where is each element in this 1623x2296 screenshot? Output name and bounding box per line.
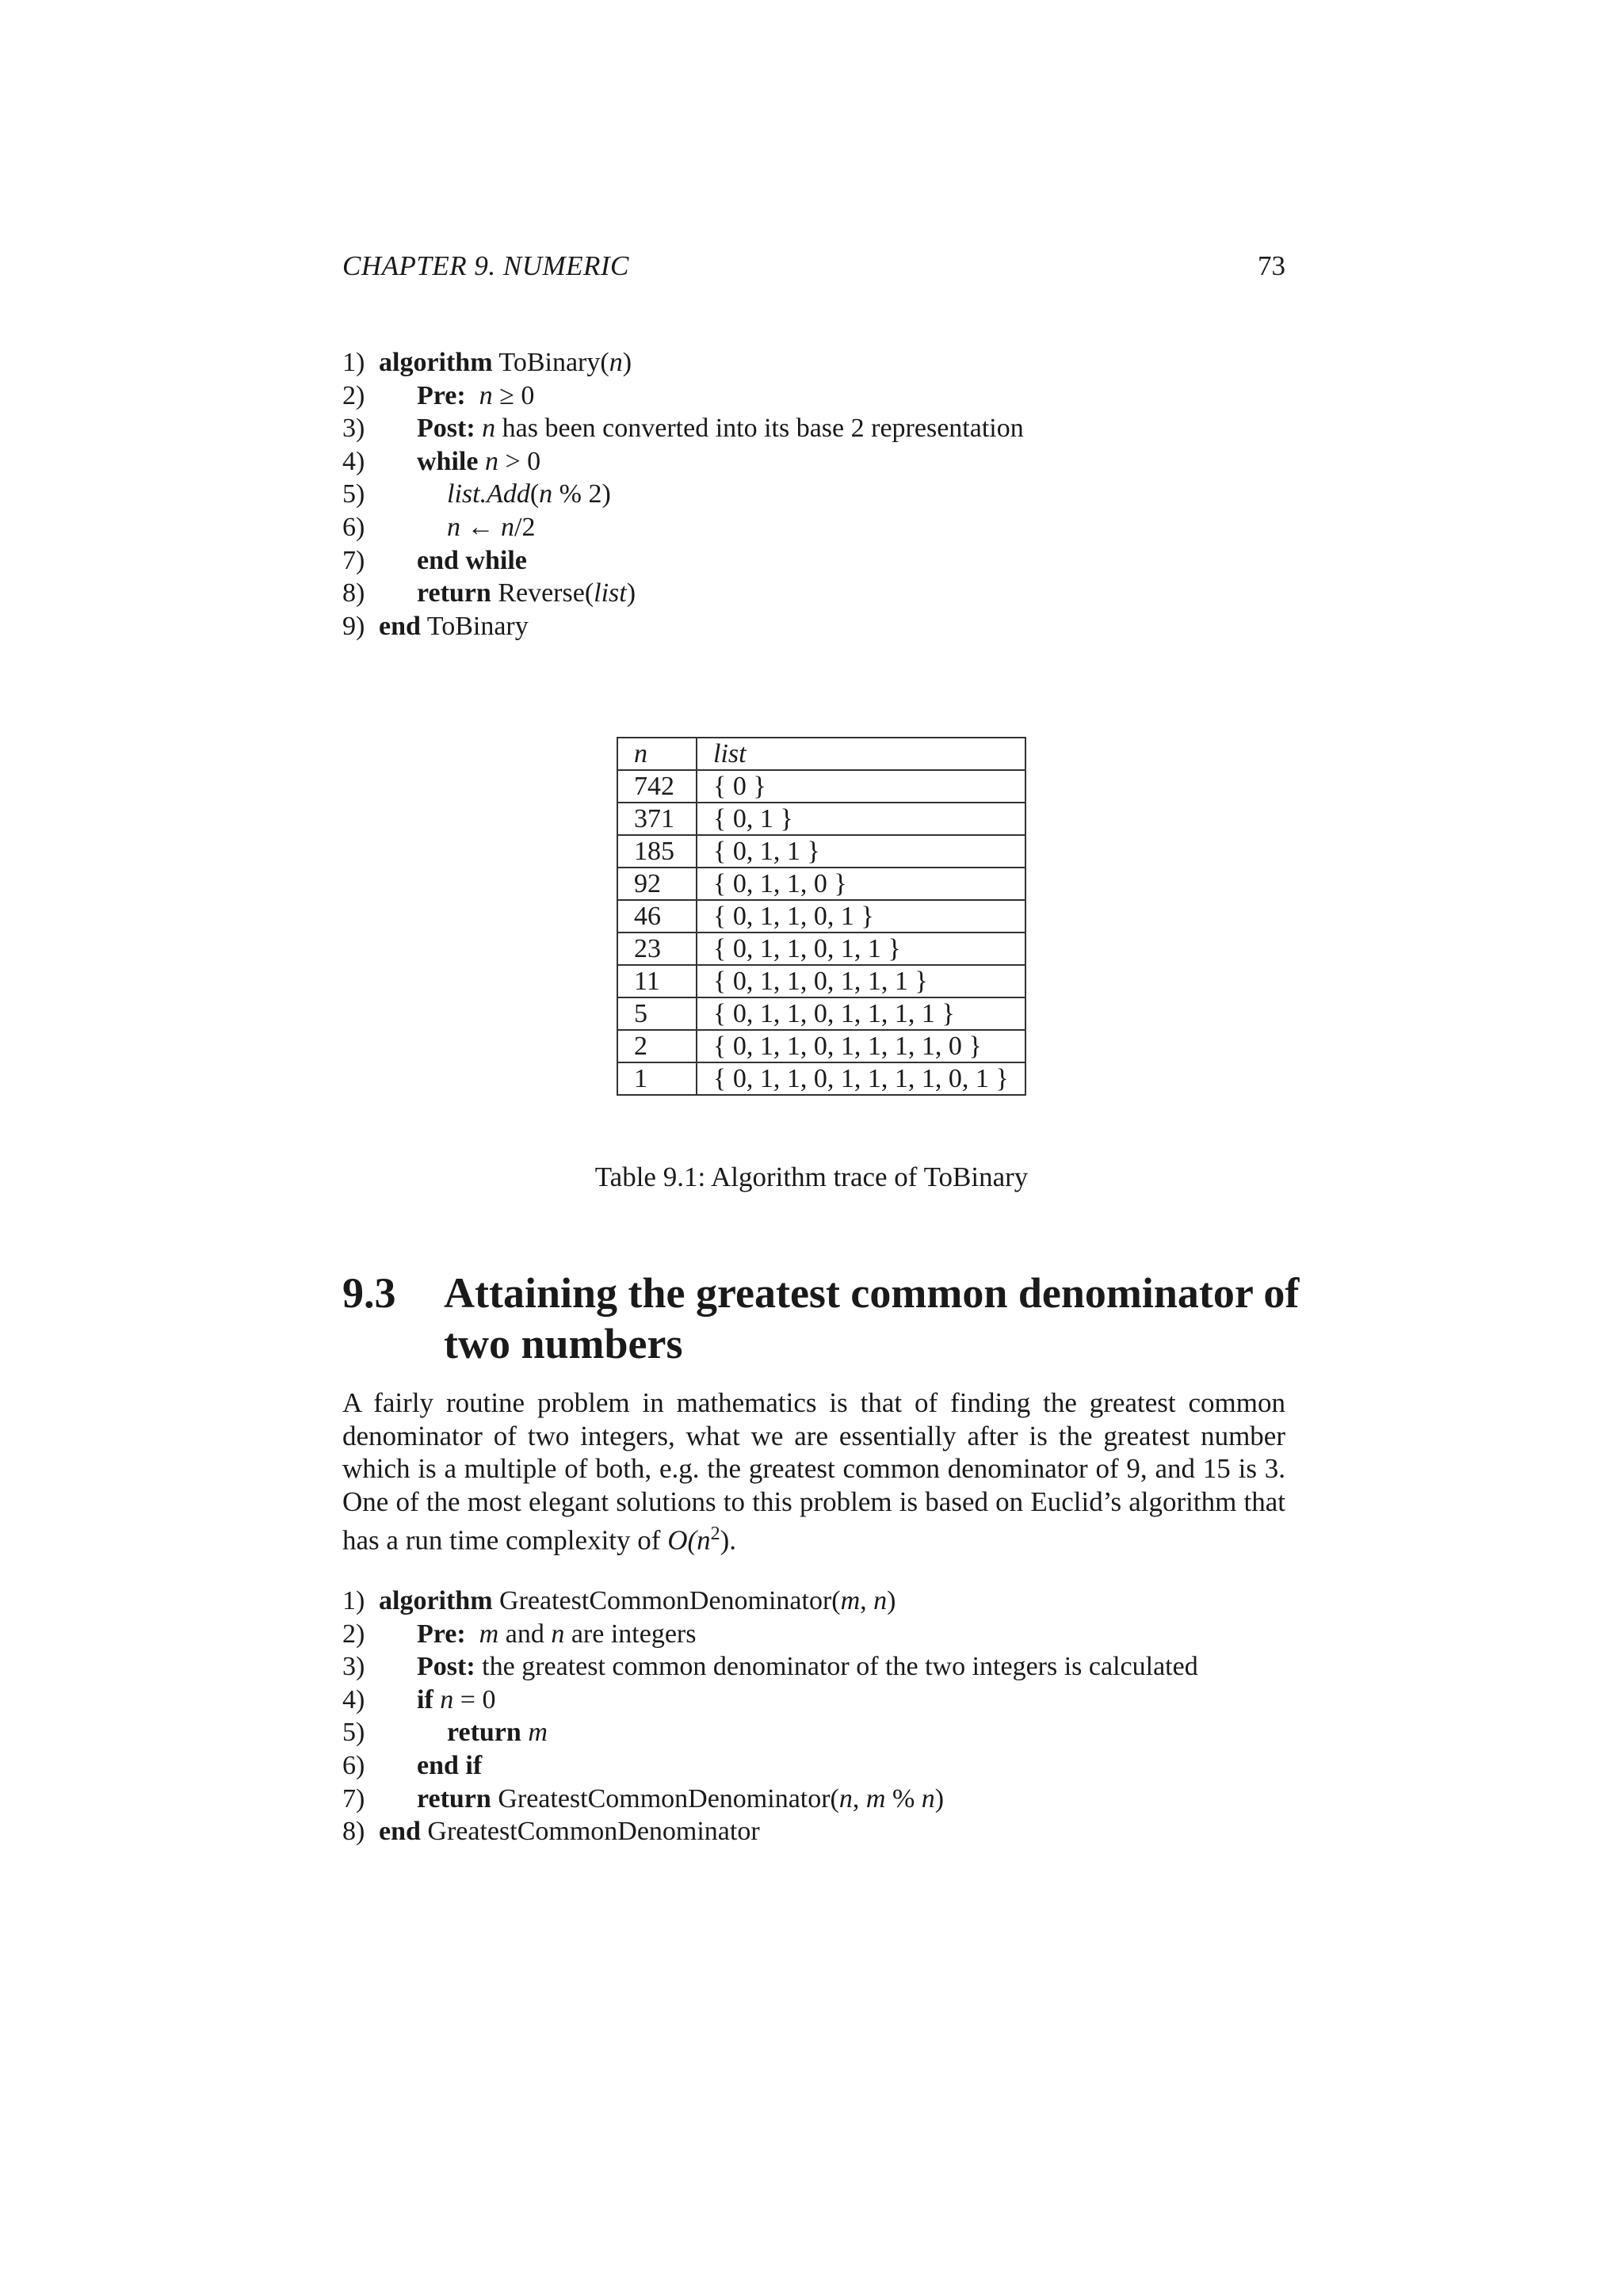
- gcd-algorithm: [342, 1585, 1325, 1848]
- math-variable: m: [479, 1619, 499, 1649]
- keyword: algorithm: [379, 1586, 493, 1615]
- line-number: 1): [342, 1586, 365, 1615]
- math-variable: list.Add: [447, 479, 530, 509]
- math-variable: n: [873, 1586, 888, 1615]
- line-number: 4): [342, 446, 365, 476]
- chapter-title: CHAPTER 9. NUMERIC: [342, 250, 629, 281]
- math-variable: m: [840, 1586, 861, 1615]
- table-caption: Table 9.1: Algorithm trace of ToBinary: [594, 1161, 1029, 1192]
- code-text: > 0: [498, 446, 541, 476]
- cell-list: { 0, 1, 1, 0, 1, 1, 1, 1, 0 }: [697, 1030, 1025, 1062]
- algorithm-line: [342, 1585, 1325, 1618]
- code-text: ): [626, 578, 636, 608]
- code-text: ,: [860, 1586, 874, 1615]
- line-code: [417, 379, 534, 413]
- cell-list: { 0, 1, 1 }: [697, 835, 1025, 868]
- line-number: 2): [342, 1619, 365, 1649]
- complexity-base: O(n: [667, 1525, 711, 1557]
- page-number: 73: [1258, 250, 1285, 281]
- cell-n: 92: [617, 868, 697, 900]
- line-code: [379, 1585, 896, 1618]
- body-paragraph: [342, 1386, 1285, 1558]
- line-code: [417, 1650, 1198, 1684]
- algorithm-line: [342, 544, 1293, 578]
- code-text: ): [887, 1586, 896, 1615]
- keyword: return: [417, 578, 491, 608]
- keyword: Post:: [417, 414, 475, 444]
- table-row: [617, 900, 1025, 933]
- line-code: [417, 412, 1024, 445]
- math-variable: n: [440, 1684, 454, 1714]
- cell-n: 2: [617, 1030, 697, 1062]
- table-header-row: [617, 738, 1025, 770]
- table-row: [617, 1030, 1025, 1062]
- keyword: end: [379, 611, 421, 641]
- table-row: [617, 770, 1025, 803]
- code-text: = 0: [453, 1684, 496, 1714]
- code-text: ): [622, 348, 632, 377]
- keyword: Pre:: [417, 1619, 466, 1649]
- code-text: ≥ 0: [492, 380, 535, 410]
- keyword: end while: [417, 545, 527, 575]
- math-variable: m: [528, 1718, 548, 1748]
- header-n: n: [617, 738, 697, 770]
- code-text: are integers: [564, 1619, 697, 1649]
- cell-list: { 0, 1 }: [697, 803, 1025, 835]
- line-number: 3): [342, 1652, 365, 1682]
- code-text: ,: [852, 1783, 866, 1814]
- line-number: 4): [342, 1684, 365, 1714]
- section-title: Attaining the greatest common denominator of two numbers: [444, 1269, 1300, 1367]
- keyword: Post:: [417, 1652, 475, 1682]
- math-variable: list: [594, 578, 627, 608]
- cell-n: 1: [617, 1062, 697, 1095]
- cell-n: 23: [617, 933, 697, 965]
- cell-list: { 0, 1, 1, 0, 1, 1, 1, 1, 0, 1 }: [697, 1062, 1025, 1095]
- line-code: [379, 610, 529, 643]
- keyword: Pre:: [417, 380, 466, 410]
- cell-n: 5: [617, 997, 697, 1030]
- line-number: 6): [342, 512, 365, 542]
- math-variable: m: [865, 1783, 886, 1814]
- table-row: [617, 868, 1025, 900]
- cell-n: 46: [617, 900, 697, 933]
- table-row: [617, 803, 1025, 835]
- line-number: 9): [342, 611, 365, 641]
- line-code: [417, 445, 540, 479]
- algorithm-line: [342, 1650, 1325, 1684]
- math-variable: n: [921, 1783, 935, 1814]
- table-row: [617, 965, 1025, 997]
- table-row: [617, 835, 1025, 868]
- section-number: 9.3: [342, 1269, 396, 1317]
- code-text: GreatestCommonDenominator(: [492, 1586, 841, 1615]
- algorithm-line: [342, 412, 1293, 445]
- line-number: 6): [342, 1750, 365, 1780]
- line-code: [417, 1684, 495, 1717]
- algorithm-line: [342, 445, 1293, 479]
- keyword: if: [417, 1684, 433, 1714]
- line-code: [379, 1815, 760, 1848]
- code-text: GreatestCommonDenominator: [420, 1817, 760, 1847]
- algorithm-line: [342, 1618, 1325, 1651]
- line-code: [417, 577, 636, 610]
- code-text: has been converted into its base 2 representation: [495, 414, 1024, 444]
- paragraph-text: A fairly routine problem in mathematics is that of finding the greatest common denominator of two integers, what we are essentially after is the greatest number which is a multiple of both, e.g. the greatest common denominator of 9, and 15 is 3. One of the most elegant solutions to this problem is based on Euclid’s algorithm that has a run time complexity of: [342, 1387, 1285, 1557]
- algorithm-line: [342, 346, 1293, 379]
- keyword: algorithm: [379, 348, 493, 377]
- header-list: list: [697, 738, 1025, 770]
- math-variable: n: [609, 348, 623, 377]
- code-text: the greatest common denominator of the two integers is calculated: [475, 1652, 1198, 1682]
- algorithm-line: [342, 478, 1293, 511]
- table-row: [617, 997, 1025, 1030]
- code-text: [466, 381, 479, 410]
- code-text: GreatestCommonDenominator(: [491, 1783, 839, 1814]
- line-number: 2): [342, 380, 365, 410]
- math-variable: n: [479, 380, 493, 410]
- line-number: 5): [342, 479, 365, 509]
- cell-list: { 0, 1, 1, 0, 1, 1, 1, 1 }: [697, 997, 1025, 1030]
- line-number: 3): [342, 414, 365, 444]
- line-number: 8): [342, 1817, 365, 1847]
- cell-list: { 0, 1, 1, 0, 1, 1, 1 }: [697, 965, 1025, 997]
- algorithm-line: [342, 577, 1293, 610]
- cell-list: { 0, 1, 1, 0, 1, 1 }: [697, 933, 1025, 965]
- keyword: return: [417, 1783, 491, 1814]
- code-text: [433, 1685, 441, 1714]
- tobinary-algorithm: [342, 346, 1293, 643]
- keyword: end if: [417, 1750, 483, 1780]
- algorithm-line: [342, 610, 1293, 643]
- algorithm-line: [342, 1716, 1325, 1749]
- line-number: 7): [342, 1783, 365, 1814]
- line-code: [379, 346, 632, 379]
- math-variable: n: [482, 414, 496, 444]
- code-text: (: [529, 479, 540, 509]
- code-text: ): [934, 1783, 945, 1814]
- trace-table: [617, 737, 1026, 1096]
- math-variable: n: [484, 446, 498, 476]
- keyword: end: [379, 1817, 421, 1847]
- code-text: ←: [460, 512, 501, 542]
- line-code: [417, 1749, 482, 1783]
- math-variable: n: [551, 1619, 565, 1649]
- keyword: return: [447, 1718, 521, 1748]
- complexity-tail: ).: [720, 1525, 737, 1557]
- algorithm-line: [342, 1783, 1325, 1816]
- code-text: /2: [514, 512, 536, 542]
- code-text: [475, 414, 483, 443]
- line-number: 7): [342, 545, 365, 575]
- math-variable: n: [539, 479, 553, 509]
- algorithm-line: [342, 1815, 1325, 1848]
- complexity-exponent: 2: [710, 1524, 720, 1545]
- code-text: %: [885, 1783, 922, 1814]
- math-variable: n: [447, 512, 460, 542]
- cell-n: 371: [617, 803, 697, 835]
- algorithm-line: [342, 1684, 1325, 1717]
- table-row: [617, 933, 1025, 965]
- math-variable: n: [501, 512, 514, 542]
- code-text: [466, 1619, 479, 1649]
- code-text: % 2): [552, 479, 611, 509]
- line-code: [447, 478, 611, 511]
- keyword: while: [417, 446, 479, 476]
- math-variable: n: [838, 1783, 853, 1814]
- cell-n: 185: [617, 835, 697, 868]
- code-text: ToBinary(: [492, 348, 609, 377]
- cell-n: 742: [617, 770, 697, 803]
- line-code: [447, 511, 535, 544]
- line-code: [417, 1783, 944, 1816]
- code-text: Reverse(: [491, 578, 594, 608]
- table-row: [617, 1062, 1025, 1095]
- line-code: [417, 544, 527, 578]
- line-number: 8): [342, 578, 365, 608]
- cell-list: { 0, 1, 1, 0 }: [697, 868, 1025, 900]
- running-header: [342, 250, 1285, 285]
- algorithm-line: [342, 511, 1293, 544]
- code-text: ToBinary: [420, 611, 529, 641]
- line-code: [417, 1618, 696, 1651]
- line-number: 5): [342, 1718, 365, 1748]
- algorithm-line: [342, 379, 1293, 413]
- cell-n: 11: [617, 965, 697, 997]
- cell-list: { 0, 1, 1, 0, 1 }: [697, 900, 1025, 933]
- line-number: 1): [342, 348, 365, 377]
- algorithm-line: [342, 1749, 1325, 1783]
- code-text: [478, 447, 485, 476]
- line-code: [447, 1716, 548, 1749]
- code-text: and: [498, 1619, 552, 1649]
- cell-list: { 0 }: [697, 770, 1025, 803]
